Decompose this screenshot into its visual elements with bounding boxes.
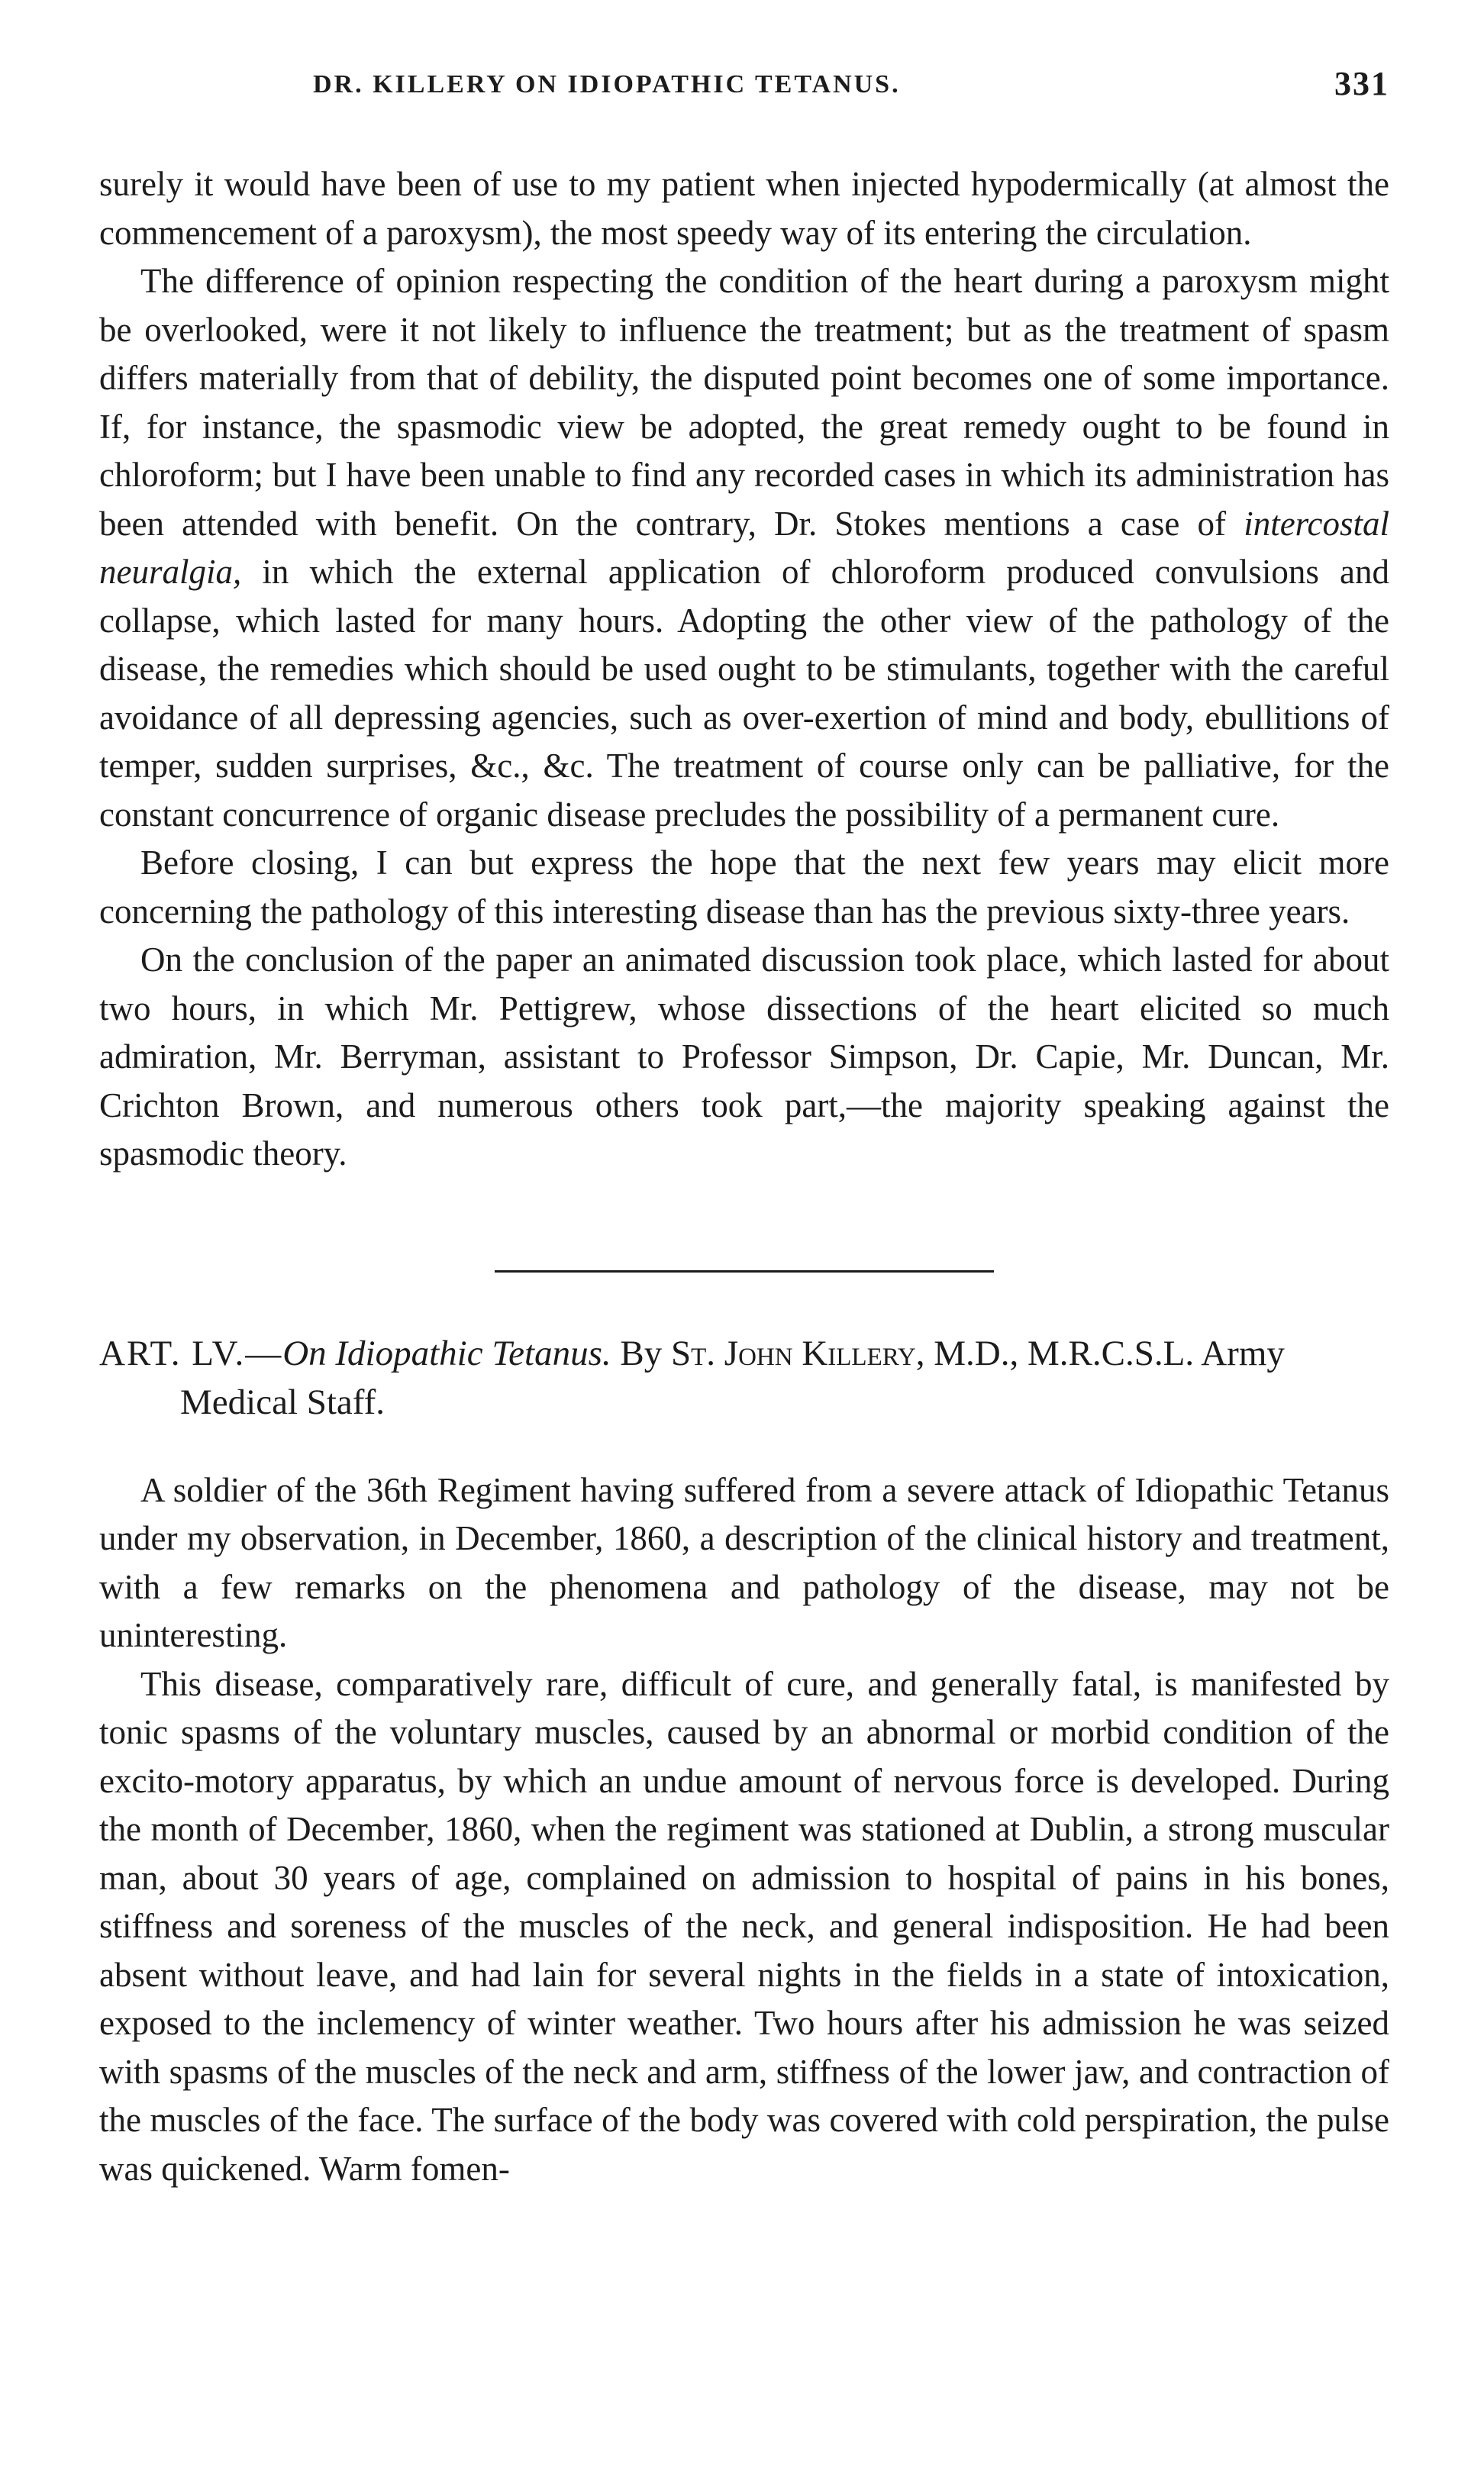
paragraph-continuation: surely it would have been of use to my patient when injected hypodermically (at almost the commencement of a paroxysm), the most speedy way of its entering the circulation. <box>99 165 1389 252</box>
article-credentials: , M.D., M.R.C.S.L. Army Medical Staff. <box>180 1333 1285 1422</box>
body-text <box>99 160 1389 2193</box>
article-body <box>99 1466 1389 2194</box>
page-number: 331 <box>1334 65 1389 102</box>
article-heading <box>99 1329 1389 1427</box>
running-title: DR. KILLERY ON IDIOPATHIC TETANUS. <box>313 70 901 98</box>
paragraph-text: in which the external application of chloroform produced convulsions and collapse, which lasted for many hours. Adopting the other view of the pathology of the disease, the remedies which should be used ought to be stimulants, together with the careful avoidance of all depressing agencies, such as over-exertion of mind and body, ebullitions of temper, sudden surprises, &c., &c. The treatment of course only can be palliative, for the constant concurrence of organic disease precludes the possibility of a permanent cure. <box>99 553 1389 834</box>
article-by: By <box>611 1333 671 1373</box>
paragraph-closing: Before closing, I can but express the hope that the next few years may elicit more concerning the pathology of this interesting disease than has the previous sixty-three years. <box>99 844 1389 931</box>
italic-term: intercostal neuralgia, <box>99 504 1389 591</box>
article-title: On Idiopathic Tetanus. <box>282 1333 611 1373</box>
paragraph-heart-condition <box>99 257 1389 839</box>
paragraph-case-history: This disease, comparatively rare, difficult of cure, and generally fatal, is manifested by tonic spasms of the voluntary muscles, caused by an abnormal or morbid condition of the excito-motory apparatus, by which an undue amount of nervous force is developed. During the month of December, 1860, when the regiment was stationed at Dublin, a strong muscular man, about 30 years of age, complained on admission to hospital of pains in his bones, stiffness and soreness of the muscles of the neck, and general indisposition. He had been absent without leave, and had lain for several nights in the fields in a state of intoxication, exposed to the inclemency of winter weather. Two hours after his admission he was seized with spasms of the muscles of the neck and arm, stiffness of the lower jaw, and contraction of the muscles of the face. The surface of the body was covered with cold perspiration, the pulse was quickened. Warm fomen- <box>99 1664 1389 2188</box>
article-author: St. John Killery <box>671 1333 916 1373</box>
paragraph-text: The difference of opinion respecting the condition of the heart during a paroxysm might be overlooked, were it not likely to influence the treatment; but as the treatment of spasm differs materially from that of debility, the disputed point becomes one of some importance. If, for instance, the spasmodic view be adopted, the great remedy ought to be found in chloroform; but I have been unable to find any recorded cases in which its administration has been attended with benefit. On the contrary, Dr. Stokes mentions a case of <box>99 262 1389 543</box>
section-divider <box>495 1270 994 1273</box>
running-head <box>99 65 1389 116</box>
paragraph-introduction: A soldier of the 36th Regiment having suffered from a severe attack of Idiopathic Tetanus under my observation, in December, 1860, a description of the clinical history and treatment, with a few remarks on the phenomena and pathology of the disease, may not be uninteresting. <box>99 1470 1389 1654</box>
article-number: ART. LV.— <box>99 1333 283 1373</box>
paragraph-discussion: On the conclusion of the paper an animated discussion took place, which lasted for about two hours, in which Mr. Pettigrew, whose dissections of the heart elicited so much admiration, Mr. Berryman, assistant to Professor Simpson, Dr. Capie, Mr. Duncan, Mr. Crichton Brown, and numerous others took part,—the majority speaking against the spasmodic theory. <box>99 940 1389 1173</box>
